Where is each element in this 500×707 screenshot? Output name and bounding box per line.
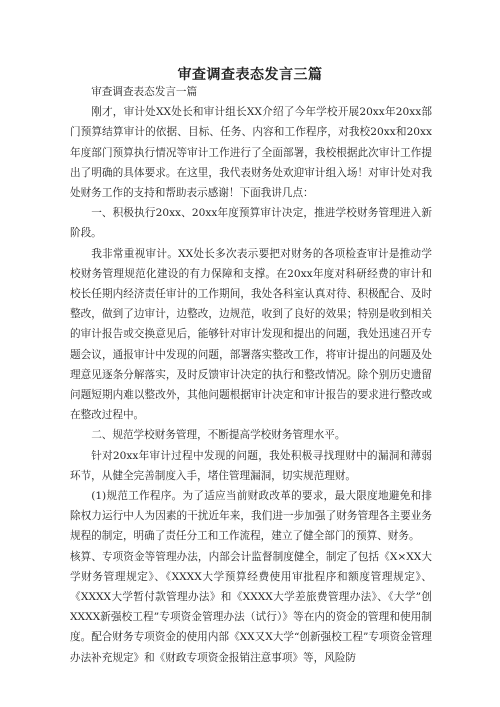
document-body — [70, 82, 432, 668]
body-paragraph: 刚才，审计处XX处长和审计组长XX介绍了今年学校开展20xx年20xx部门预算结算审计的依据、目标、任务、内容和工作程序，对我校20xx和20xx年度部门预算执行情况等审计工作进行了全面部署，我校根据此次审计工作提出了明确的具体要求。在这里，我代表财务处欢迎审计组入场！对审计处对我处财务工作的支持和帮助表示感谢！下面我讲几点： — [70, 106, 432, 200]
subtitle-paragraph: 审查调查表态发言一篇 — [91, 86, 198, 98]
body-paragraph: 针对20xx年审计过程中发现的问题，我处积极寻找理财中的漏洞和薄弱环节，从健全完善制度入手，堵住管理漏洞，切实规范理财。 — [70, 449, 432, 482]
section-heading: 二、规范学校财务管理，不断提高学校财务管理水平。 — [91, 429, 346, 442]
document-title: 审查调查表态发言三篇 — [177, 67, 323, 83]
body-paragraph: 我非常重视审计。XX处长多次表示要把对财务的各项检查审计是推动学校财务管理规范化建设的有力保障和支撑。在20xx年度对科研经费的审计和校长任期内经济责任审计的工作期间，我处各科室认真对待、积极配合、及时整改，做到了边审计，边整改，边规范，收到了良好的效果；特别是收到相关的审计报告或交换意见后，能够针对审计发现和提出的问题，我处迅速召开专题会议，通报审计中发现的问题，部署落实整改工作，将审计提出的问题及处理意见逐条分解落实，及时反馈审计决定的执行和整改情况。除个别历史遗留问题短期内难以整改外，其他问题根据审计决定和审计报告的要求进行整改或在整改过程中。 — [70, 247, 432, 422]
body-paragraph: (1)规范工作程序。为了适应当前财政改革的要求，最大限度地避免和排除权力运行中人为因素的干扰近年来，我们进一步加强了财务管理各主要业务规程的制定，明确了责任分工和工作流程，建立了健全部门的预算、财务。 — [70, 490, 432, 543]
body-paragraph: 核算、专项资金等管理办法，内部会计监督制度健全，制定了包括《X×XX大学财务管理规定》、《XXXX大学预算经费使用审批程序和额度管理规定》、《XXXX大学暂付款管理办法》和《XXXX大学差旅费管理办法》、《大学”创XXXX新强校工程”专项资金管理办法（试行）》等在内的资金的管理和使用制度。配合财务专项资金的使用内部《XX又X大学“创新强校工程”专项资金管理办法补充规定》和《财政专项资金报销注意事项》等，风险防 — [70, 550, 432, 664]
section-heading: 一、积极执行20xx、20xx年度预算审计决定，推进学校财务管理进入新阶段。 — [70, 207, 432, 240]
